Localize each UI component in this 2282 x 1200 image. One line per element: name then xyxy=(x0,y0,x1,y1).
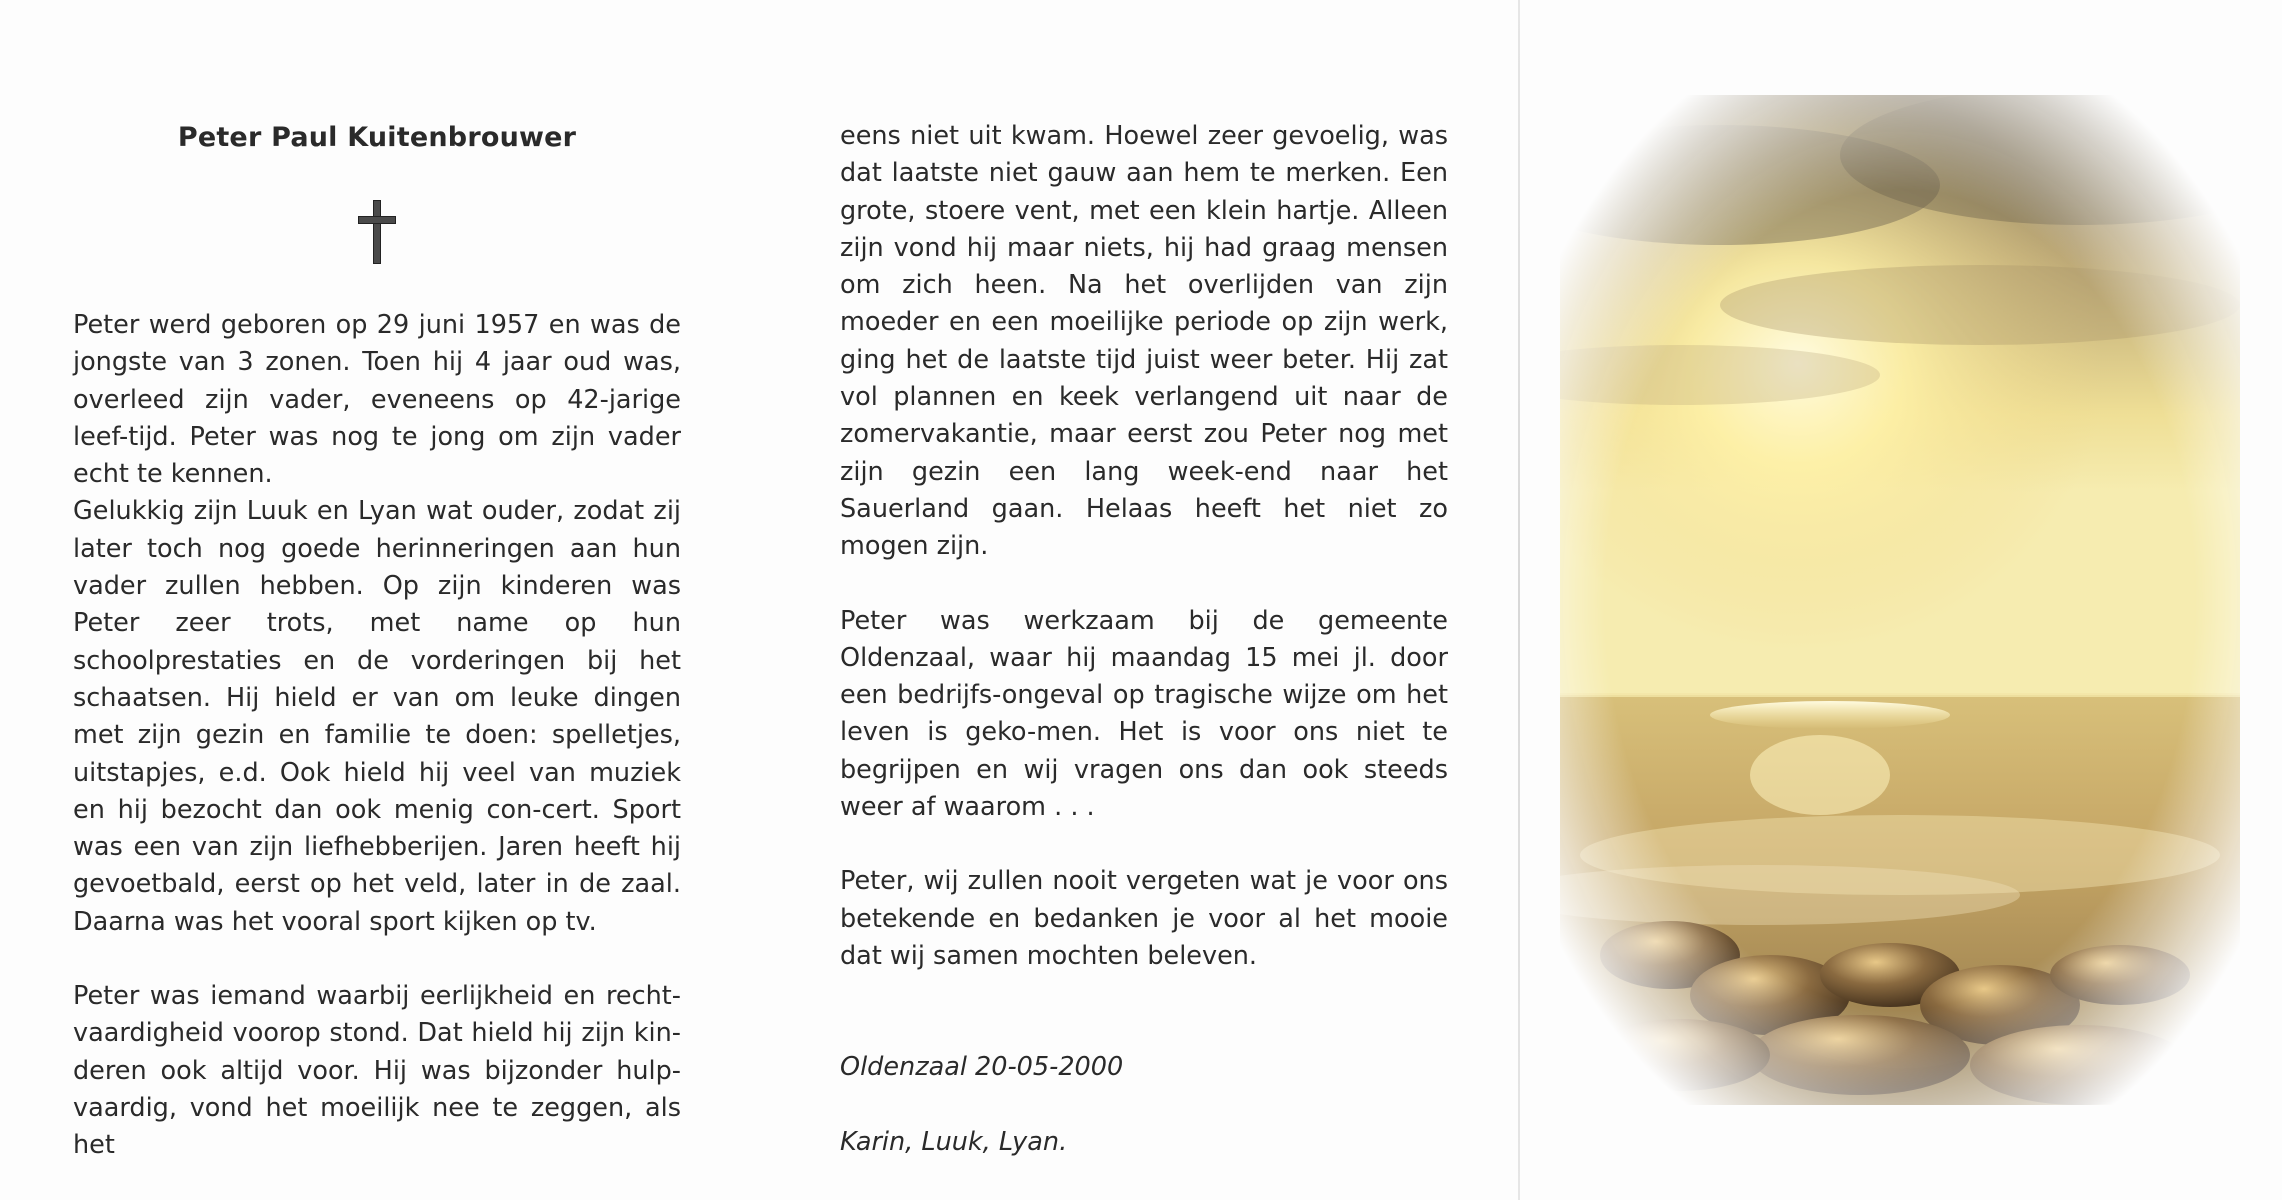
paragraph-children: Gelukkig zijn Luuk en Lyan wat ouder, zodat zij later toch nog goede herinneringen aan hun vader zullen hebben. Op zijn kinderen was Peter zeer trots, met name op hun schoolprestaties en de vorderingen bij het schaatsen. Hij hield er van om leuke dingen met zijn gezin en familie te doen: spelletjes, uitstapjes, e.d. Ook hield hij veel van muziek en hij bezocht dan ook menig con-cert. Sport was een van zijn liefhebberijen. Jaren heeft hij gevoetbald, eerst op het veld, later in de zaal. Daarna was het vooral sport kijken op tv. xyxy=(73,496,681,937)
paragraph-continuation: eens niet uit kwam. Hoewel zeer gevoelig, was dat laatste niet gauw aan hem te merken. Een grote, stoere vent, met een klein hartje. Alleen zijn vond hij maar niets, hij had graag mensen om zich heen. Na het overlijden van zijn moeder en een moeilijke periode op zijn werk, ging het de laatste tijd juist weer beter. Hij zat vol plannen en keek verlangend uit naar de zomervakantie, maar eerst zou Peter nog met zijn gezin een lang week-end naar het Sauerland gaan. Helaas heeft het niet zo mogen zijn. xyxy=(840,121,1448,562)
middle-column-text xyxy=(840,118,1448,1161)
paragraph-birth: Peter werd geboren op 29 juni 1957 en was de jongste van 3 zonen. Toen hij 4 jaar oud was, overleed zijn vader, eveneens op 42-jarige leef-tijd. Peter was nog te jong om zijn vader echt te kennen. xyxy=(73,310,681,490)
deceased-name: Peter Paul Kuitenbrouwer xyxy=(177,122,577,153)
card-fold-line xyxy=(1518,0,1520,1200)
left-column-text xyxy=(73,307,681,1165)
paragraph-accident: Peter was werkzaam bij de gemeente Oldenzaal, waar hij maandag 15 mei jl. door een bedrijfs-ongeval op tragische wijze om het leven is geko-men. Het is voor ons niet te begrijpen en wij vragen ons dan ook steeds weer af waarom . . . xyxy=(840,605,1448,823)
place-date: Oldenzaal 20-05-2000 xyxy=(840,1052,1124,1083)
paragraph-character: Peter was iemand waarbij eerlijkheid en recht-vaardigheid voorop stond. Dat hield hij zijn kin-deren ook altijd voor. Hij was bijzonder hulp-vaardig, vond het moeilijk nee te zeggen, als het xyxy=(73,981,681,1161)
sunset-sea-photo xyxy=(1560,95,2240,1105)
paragraph-farewell: Peter, wij zullen nooit vergeten wat je voor ons betekende en bedanken je voor al het mooie dat wij samen mochten beleven. xyxy=(840,866,1448,971)
signature: Karin, Luuk, Lyan. xyxy=(840,1126,1068,1157)
cross-icon xyxy=(358,200,396,264)
